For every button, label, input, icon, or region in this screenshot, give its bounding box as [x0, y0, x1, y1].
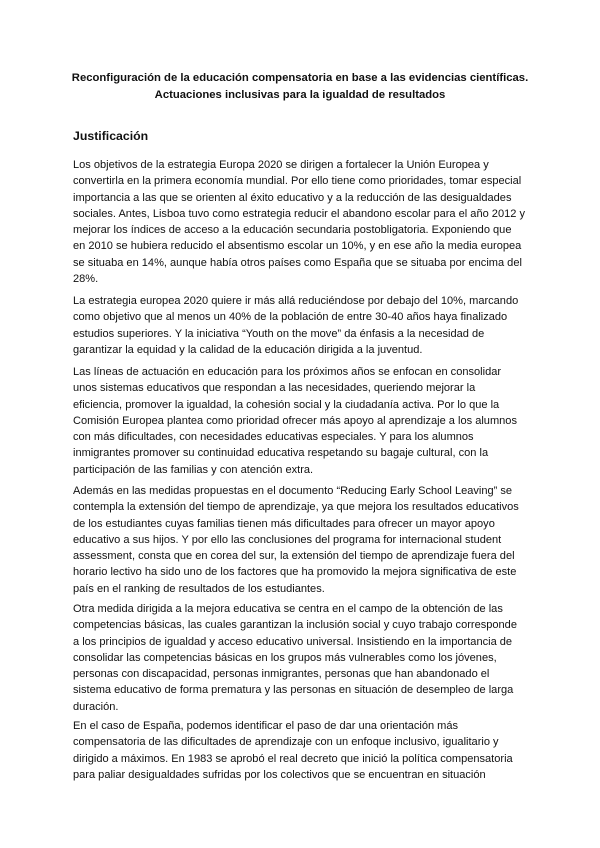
paragraph-line: Otra medida dirigida a la mejora educativa se centra en el campo de la obtención de las	[73, 603, 503, 615]
paragraph-line: de los estudiantes cuyas familias tienen más dificultades para ofrecer un mayor apoyo	[73, 517, 495, 530]
paragraph-1	[73, 157, 533, 287]
paragraph-line: duración.	[73, 700, 119, 713]
paragraph-line: assessment, consta que en corea del sur, la extensión del tiempo de aprendizaje fuera del	[73, 550, 515, 563]
paragraph-line: Los objetivos de la estrategia Europa 2020 se dirigen a fortalecer la Unión Europea y	[73, 159, 489, 171]
paragraph-line: garantizar la equidad y la calidad de la educación dirigida a la juventud.	[73, 343, 423, 356]
paragraph-line: eficiencia, promover la igualdad, la cohesión social y la ciudadanía activa. Por lo que la	[73, 398, 500, 411]
paragraph-line: con más dificultades, con necesidades educativas especiales. Y para los alumnos	[73, 431, 474, 444]
paragraph-line: a los principios de igualdad y acceso educativo universal. Insistiendo en la importancia de	[73, 635, 513, 648]
paragraph-line: para paliar desigualdades sufridas por los colectivos que se encuentran en situación	[73, 768, 486, 781]
paragraph-line: horario lectivo ha sido uno de los factores que ha promovido la mejora significativa de este	[73, 566, 517, 579]
paragraph-line: competencias básicas, las cuales garantizan la inclusión social y cuyo trabajo corresponde	[73, 619, 517, 632]
paragraph-line: Comisión Europea plantea como prioridad ofrecer más apoyo al aprendizaje a los alumnos	[73, 414, 517, 427]
document-title	[60, 70, 540, 104]
paragraph-line: La estrategia europea 2020 quiere ir más allá reduciéndose por debajo del 10%, marcando	[73, 295, 519, 307]
paragraph-line: sociales. Antes, Lisboa tuvo como estrategia reducir el abandono escolar para el año 2012 y	[73, 207, 525, 220]
paragraph-line: estudios superiores. Y la iniciativa “Youth on the move” da énfasis a la necesidad de	[73, 327, 485, 340]
paragraph-4	[73, 483, 533, 597]
paragraph-line: compensatoria de las dificultades de aprendizaje con un enfoque inclusivo, igualitario y	[73, 736, 499, 749]
paragraph-line: educativo a sus hijos. Y por ello las conclusiones del programa for internacional student	[73, 533, 502, 546]
paragraph-line: como objetivo que al menos un 40% de la población de entre 30-40 años haya finalizado	[73, 311, 508, 324]
paragraph-line: dirigido a máximos. En 1983 se aprobó el real decreto que inició la política compensatoria	[73, 752, 513, 765]
paragraph-line: país en el ranking de resultados de los estudiantes.	[73, 582, 325, 595]
paragraph-6	[73, 718, 533, 783]
paragraph-line: 28%.	[73, 273, 99, 286]
paragraph-line: importancia a las que se orienten al éxito educativo y a la reducción de las desigualdades	[73, 191, 512, 204]
paragraph-line: mejorar los índices de acceso a la educación secundaria postobligatoria. Exponiendo que	[73, 224, 512, 237]
document-title-line: Reconfiguración de la educación compensatoria en base a las evidencias científicas.	[71, 72, 529, 84]
paragraph-5	[73, 601, 533, 715]
paragraph-line: consolidar las competencias básicas en los grupos más vulnerables como los jóvenes,	[73, 651, 497, 664]
paragraph-line: convertirla en la primera economía mundial. Por ello tiene como prioridades, tomar especial	[73, 175, 522, 188]
paragraph-3	[73, 364, 533, 478]
paragraph-line: contempla la extensión del tiempo de aprendizaje, ya que mejora los resultados educativos	[73, 501, 519, 514]
paragraph-line: en 2010 se hubiera reducido el absentismo escolar un 10%, y en ese año la media europea	[73, 240, 522, 253]
paragraph-line: sistema educativo de forma prematura y las personas en situación de desempleo de larga	[73, 684, 514, 697]
section-heading: Justificación	[73, 129, 149, 143]
paragraph-line: personas con discapacidad, personas inmigrantes, personas que han abandonado el	[73, 668, 490, 681]
paragraph-line: se situaba en 14%, aunque había otros países como España que se situaba por encima del	[73, 256, 522, 269]
document-title-line: Actuaciones inclusivas para la igualdad de resultados	[154, 89, 446, 101]
paragraph-line: En el caso de España, podemos identificar el paso de dar una orientación más	[73, 720, 459, 732]
paragraph-line: Las líneas de actuación en educación para los próximos años se enfocan en consolidar	[73, 366, 502, 378]
paragraph-line: Además en las medidas propuestas en el documento “Reducing Early School Leaving” se	[73, 485, 513, 497]
paragraph-line: inmigrantes promover su continuidad educativa respetando su bagaje cultural, con la	[73, 447, 489, 460]
paragraph-line: participación de las familias y con atención extra.	[73, 463, 314, 476]
paragraph-line: unos sistemas educativos que respondan a las necesidades, queriendo mejorar la	[73, 382, 476, 395]
paragraph-2	[73, 293, 533, 358]
